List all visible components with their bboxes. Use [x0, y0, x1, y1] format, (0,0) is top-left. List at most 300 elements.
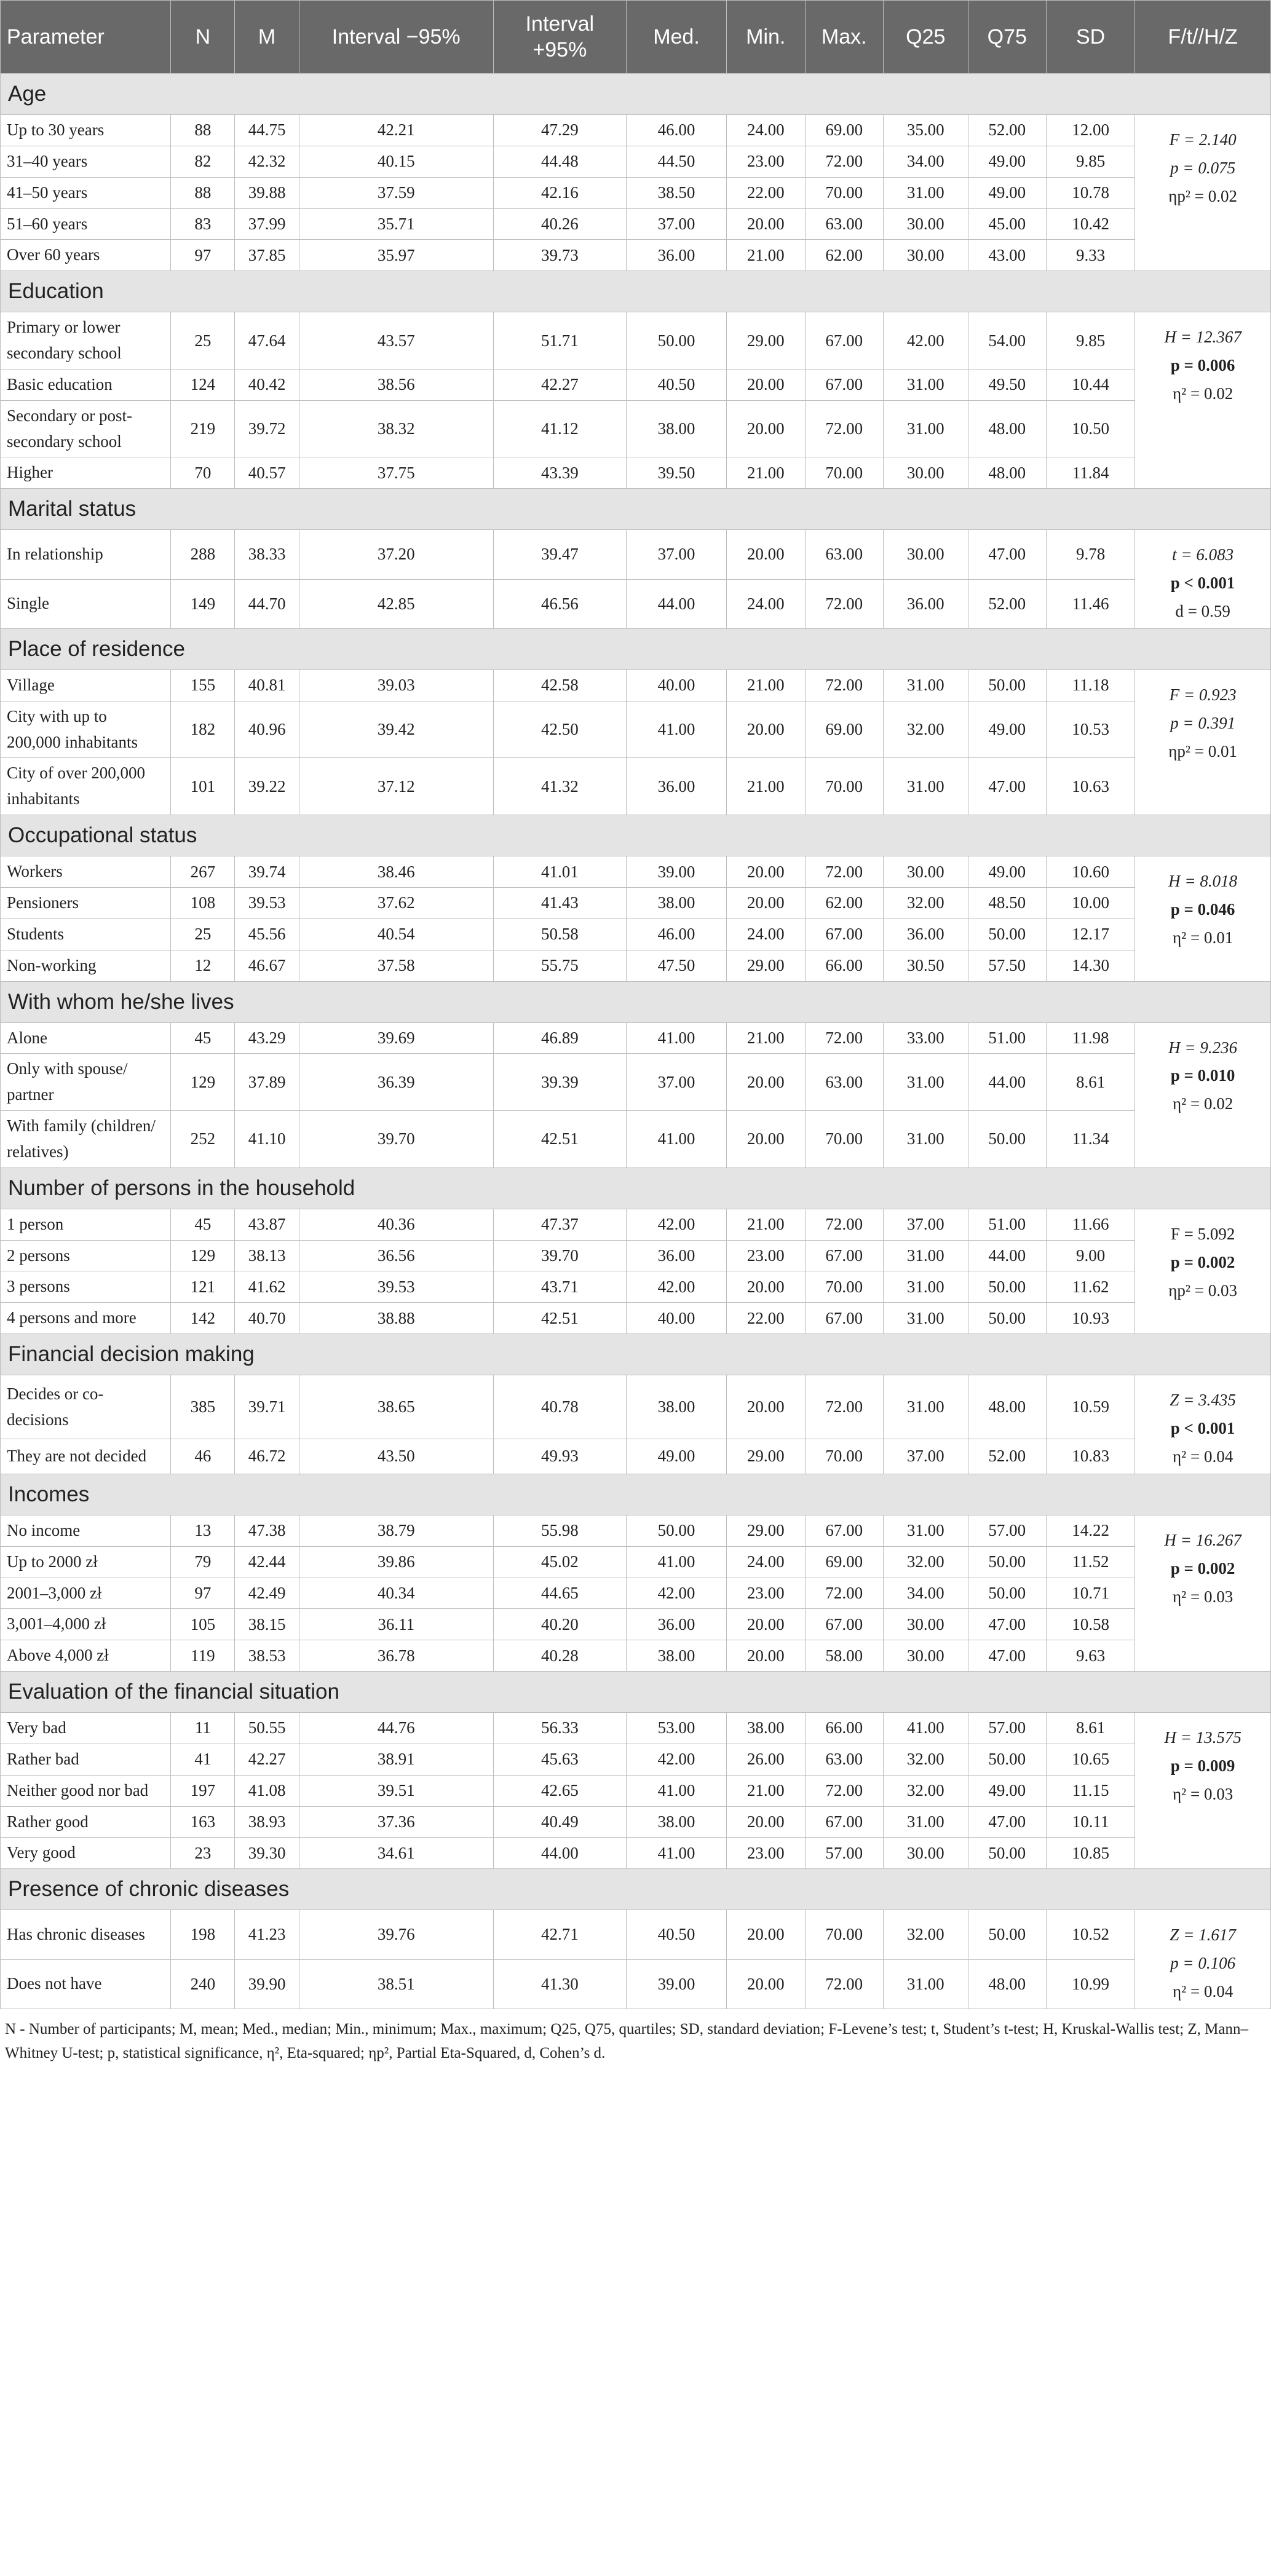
table-cell: 163	[171, 1806, 235, 1838]
table-cell: 38.91	[299, 1744, 493, 1775]
table-cell: 41.23	[235, 1910, 299, 1959]
table-cell: 11.15	[1047, 1775, 1135, 1806]
table-cell: 42.00	[884, 312, 968, 369]
row-label: City of over 200,000 inhabitants	[1, 758, 171, 815]
row-label: Over 60 years	[1, 240, 171, 271]
table-cell: 20.00	[727, 1910, 806, 1959]
table-cell: 72.00	[805, 670, 884, 701]
table-cell: 38.13	[235, 1240, 299, 1271]
table-cell: 47.00	[968, 1609, 1047, 1640]
table-cell: 20.00	[727, 1959, 806, 2009]
row-label: Up to 30 years	[1, 115, 171, 146]
table-cell: 82	[171, 146, 235, 177]
table-cell: 20.00	[727, 400, 806, 457]
table-cell: 72.00	[805, 146, 884, 177]
table-cell: 119	[171, 1640, 235, 1672]
table-cell: 97	[171, 240, 235, 271]
table-cell: 39.69	[299, 1022, 493, 1054]
table-cell: 47.64	[235, 312, 299, 369]
table-cell: 48.00	[968, 1375, 1047, 1439]
table-cell: 24.00	[727, 1546, 806, 1578]
table-cell: 20.00	[727, 530, 806, 579]
table-cell: 45.63	[493, 1744, 626, 1775]
section-title: Occupational status	[1, 815, 1271, 856]
table-cell: 57.00	[968, 1713, 1047, 1744]
table-cell: 38.50	[626, 177, 726, 208]
table-cell: 48.00	[968, 457, 1047, 489]
table-cell: 37.00	[884, 1439, 968, 1474]
table-cell: 10.93	[1047, 1303, 1135, 1334]
section-title: Evaluation of the financial situation	[1, 1672, 1271, 1713]
table-cell: 39.39	[493, 1054, 626, 1111]
table-row	[1, 1640, 1271, 1672]
table-cell: 42.27	[493, 369, 626, 400]
table-cell: 44.00	[968, 1054, 1047, 1111]
section-title: Place of residence	[1, 628, 1271, 670]
table-cell: 20.00	[727, 1054, 806, 1111]
table-cell: 30.00	[884, 1609, 968, 1640]
table-cell: 10.83	[1047, 1439, 1135, 1474]
table-row	[1, 1111, 1271, 1168]
row-label: Has chronic diseases	[1, 1910, 171, 1959]
section-title: Education	[1, 271, 1271, 312]
table-cell: 39.90	[235, 1959, 299, 2009]
table-cell: 38.00	[626, 888, 726, 919]
table-cell: 20.00	[727, 888, 806, 919]
table-cell: 10.85	[1047, 1838, 1135, 1869]
table-cell: 23.00	[727, 1838, 806, 1869]
table-cell: 24.00	[727, 579, 806, 628]
row-label: Higher	[1, 457, 171, 489]
table-cell: 49.50	[968, 369, 1047, 400]
table-cell: 38.00	[626, 400, 726, 457]
table-cell: 252	[171, 1111, 235, 1168]
table-cell: 52.00	[968, 579, 1047, 628]
table-cell: 30.00	[884, 1838, 968, 1869]
table-cell: 88	[171, 177, 235, 208]
table-cell: 41.01	[493, 856, 626, 888]
table-cell: 108	[171, 888, 235, 919]
table-cell: 50.00	[968, 1910, 1047, 1959]
row-label: Rather bad	[1, 1744, 171, 1775]
table-cell: 41.30	[493, 1959, 626, 2009]
table-cell: 40.50	[626, 1910, 726, 1959]
table-cell: 41	[171, 1744, 235, 1775]
table-row	[1, 177, 1271, 208]
table-cell: 50.00	[968, 1744, 1047, 1775]
table-cell: 38.46	[299, 856, 493, 888]
table-cell: 67.00	[805, 312, 884, 369]
test-statistic: p = 0.002	[1170, 1559, 1235, 1578]
table-cell: 36.00	[884, 579, 968, 628]
table-cell: 29.00	[727, 1515, 806, 1546]
table-cell: 67.00	[805, 369, 884, 400]
table-row	[1, 1609, 1271, 1640]
table-row	[1, 1910, 1271, 1959]
row-label: 2 persons	[1, 1240, 171, 1271]
table-cell: 38.00	[727, 1713, 806, 1744]
table-cell: 14.22	[1047, 1515, 1135, 1546]
table-cell: 33.00	[884, 1022, 968, 1054]
table-cell: 38.00	[626, 1806, 726, 1838]
table-cell: 10.00	[1047, 888, 1135, 919]
table-cell: 50.00	[968, 919, 1047, 950]
table-cell: 46.72	[235, 1439, 299, 1474]
table-cell: 197	[171, 1775, 235, 1806]
row-label: 31–40 years	[1, 146, 171, 177]
table-row	[1, 369, 1271, 400]
table-cell: 23.00	[727, 1578, 806, 1609]
table-cell: 10.42	[1047, 208, 1135, 240]
table-cell: 50.00	[968, 1111, 1047, 1168]
table-cell: 42.00	[626, 1209, 726, 1240]
table-cell: 31.00	[884, 1806, 968, 1838]
table-cell: 31.00	[884, 400, 968, 457]
table-row	[1, 400, 1271, 457]
table-cell: 121	[171, 1271, 235, 1303]
table-cell: 36.00	[626, 1240, 726, 1271]
section-title: Number of persons in the household	[1, 1167, 1271, 1209]
table-cell: 39.70	[299, 1111, 493, 1168]
row-label: Village	[1, 670, 171, 701]
table-cell: 11.62	[1047, 1271, 1135, 1303]
table-cell: 39.74	[235, 856, 299, 888]
table-cell: 10.78	[1047, 177, 1135, 208]
row-label: 41–50 years	[1, 177, 171, 208]
table-cell: 48.00	[968, 400, 1047, 457]
section-row	[1, 815, 1271, 856]
table-cell: 37.75	[299, 457, 493, 489]
header-row	[1, 1, 1271, 74]
section-row	[1, 74, 1271, 115]
table-cell: 44.65	[493, 1578, 626, 1609]
table-cell: 39.51	[299, 1775, 493, 1806]
row-label: Does not have	[1, 1959, 171, 2009]
table-cell: 29.00	[727, 1439, 806, 1474]
table-cell: 30.00	[884, 208, 968, 240]
table-cell: 70	[171, 457, 235, 489]
table-cell: 44.00	[626, 579, 726, 628]
table-cell: 39.50	[626, 457, 726, 489]
table-body	[1, 74, 1271, 2009]
table-cell: 11.98	[1047, 1022, 1135, 1054]
table-cell: 41.00	[626, 1546, 726, 1578]
table-cell: 79	[171, 1546, 235, 1578]
table-row	[1, 950, 1271, 981]
table-cell: 12.00	[1047, 115, 1135, 146]
table-cell: 36.00	[626, 240, 726, 271]
table-cell: 46	[171, 1439, 235, 1474]
table-cell: 40.20	[493, 1609, 626, 1640]
table-cell: 10.11	[1047, 1806, 1135, 1838]
table-cell: 43.29	[235, 1022, 299, 1054]
table-cell: 13	[171, 1515, 235, 1546]
table-cell: 72.00	[805, 400, 884, 457]
table-cell: 62.00	[805, 888, 884, 919]
table-cell: 31.00	[884, 1271, 968, 1303]
table-row	[1, 919, 1271, 950]
table-cell: 39.47	[493, 530, 626, 579]
table-cell: 10.59	[1047, 1375, 1135, 1439]
table-cell: 44.00	[968, 1240, 1047, 1271]
test-statistics-cell	[1135, 856, 1271, 981]
table-cell: 36.00	[626, 1609, 726, 1640]
table-cell: 43.50	[299, 1439, 493, 1474]
test-statistic: ηp² = 0.02	[1168, 186, 1237, 205]
table-cell: 11.52	[1047, 1546, 1135, 1578]
table-cell: 10.63	[1047, 758, 1135, 815]
table-cell: 39.00	[626, 856, 726, 888]
row-label: Very good	[1, 1838, 171, 1869]
table-cell: 45	[171, 1022, 235, 1054]
section-row	[1, 1869, 1271, 1910]
table-cell: 47.29	[493, 115, 626, 146]
table-cell: 48.50	[968, 888, 1047, 919]
test-statistic: p = 0.075	[1170, 158, 1236, 177]
table-row	[1, 1375, 1271, 1439]
table-row	[1, 856, 1271, 888]
table-cell: 38.33	[235, 530, 299, 579]
table-cell: 56.33	[493, 1713, 626, 1744]
table-cell: 45	[171, 1209, 235, 1240]
table-cell: 37.00	[626, 530, 726, 579]
row-label: Basic education	[1, 369, 171, 400]
table-cell: 31.00	[884, 1375, 968, 1439]
table-cell: 42.00	[626, 1271, 726, 1303]
table-cell: 385	[171, 1375, 235, 1439]
table-cell: 38.65	[299, 1375, 493, 1439]
table-cell: 39.00	[626, 1959, 726, 2009]
table-cell: 10.44	[1047, 369, 1135, 400]
table-row	[1, 240, 1271, 271]
table-cell: 39.71	[235, 1375, 299, 1439]
test-statistic: η² = 0.03	[1173, 1587, 1233, 1606]
table-cell: 49.00	[968, 146, 1047, 177]
section-title: Presence of chronic diseases	[1, 1869, 1271, 1910]
table-cell: 42.51	[493, 1111, 626, 1168]
table-cell: 62.00	[805, 240, 884, 271]
row-label: With family (children/ relatives)	[1, 1111, 171, 1168]
table-cell: 45.56	[235, 919, 299, 950]
table-cell: 72.00	[805, 1022, 884, 1054]
table-cell: 38.53	[235, 1640, 299, 1672]
table-cell: 12.17	[1047, 919, 1135, 950]
table-cell: 31.00	[884, 1111, 968, 1168]
table-cell: 34.00	[884, 1578, 968, 1609]
table-cell: 42.85	[299, 579, 493, 628]
table-cell: 36.56	[299, 1240, 493, 1271]
table-cell: 57.00	[968, 1515, 1047, 1546]
table-cell: 47.38	[235, 1515, 299, 1546]
test-statistic: p < 0.001	[1170, 574, 1235, 593]
table-cell: 48.00	[968, 1959, 1047, 2009]
table-cell: 38.00	[626, 1375, 726, 1439]
table-row	[1, 1806, 1271, 1838]
column-header: Q25	[884, 1, 968, 74]
test-statistic: d = 0.59	[1175, 602, 1230, 621]
table-cell: 23.00	[727, 1240, 806, 1271]
table-row	[1, 1271, 1271, 1303]
table-row	[1, 312, 1271, 369]
table-cell: 30.00	[884, 1640, 968, 1672]
table-cell: 50.00	[968, 670, 1047, 701]
column-header: Med.	[626, 1, 726, 74]
table-row	[1, 1775, 1271, 1806]
table-cell: 37.85	[235, 240, 299, 271]
table-cell: 44.48	[493, 146, 626, 177]
test-statistic: η² = 0.01	[1173, 928, 1233, 947]
table-cell: 41.00	[626, 1111, 726, 1168]
table-cell: 36.78	[299, 1640, 493, 1672]
test-statistic: Z = 3.435	[1170, 1391, 1236, 1410]
table-cell: 39.72	[235, 400, 299, 457]
table-cell: 39.73	[493, 240, 626, 271]
table-cell: 50.55	[235, 1713, 299, 1744]
section-row	[1, 1167, 1271, 1209]
table-cell: 105	[171, 1609, 235, 1640]
test-statistic: ηp² = 0.03	[1168, 1281, 1237, 1300]
table-cell: 46.00	[626, 919, 726, 950]
table-cell: 14.30	[1047, 950, 1135, 981]
table-cell: 45.02	[493, 1546, 626, 1578]
test-statistics-cell	[1135, 312, 1271, 489]
table-cell: 49.00	[626, 1439, 726, 1474]
table-cell: 67.00	[805, 1515, 884, 1546]
table-cell: 124	[171, 369, 235, 400]
table-cell: 66.00	[805, 1713, 884, 1744]
table-cell: 20.00	[727, 1806, 806, 1838]
table-cell: 36.00	[626, 758, 726, 815]
table-cell: 63.00	[805, 1744, 884, 1775]
row-label: 3 persons	[1, 1271, 171, 1303]
table-cell: 9.00	[1047, 1240, 1135, 1271]
table-cell: 42.65	[493, 1775, 626, 1806]
table-cell: 72.00	[805, 1578, 884, 1609]
table-cell: 10.53	[1047, 701, 1135, 758]
test-statistic: p = 0.006	[1170, 356, 1235, 375]
row-label: Workers	[1, 856, 171, 888]
table-cell: 41.00	[626, 1022, 726, 1054]
table-cell: 38.00	[626, 1640, 726, 1672]
section-title: Financial decision making	[1, 1334, 1271, 1375]
table-cell: 70.00	[805, 457, 884, 489]
table-cell: 58.00	[805, 1640, 884, 1672]
table-cell: 22.00	[727, 1303, 806, 1334]
table-cell: 47.00	[968, 1806, 1047, 1838]
test-statistic: p = 0.002	[1170, 1252, 1235, 1271]
table-cell: 41.62	[235, 1271, 299, 1303]
test-statistic: H = 9.236	[1168, 1038, 1238, 1057]
table-cell: 40.70	[235, 1303, 299, 1334]
column-header: Interval +95%	[493, 1, 626, 74]
row-label: Non-working	[1, 950, 171, 981]
table-cell: 39.22	[235, 758, 299, 815]
table-cell: 49.00	[968, 856, 1047, 888]
table-cell: 24.00	[727, 115, 806, 146]
table-cell: 42.16	[493, 177, 626, 208]
table-cell: 42.50	[493, 701, 626, 758]
table-cell: 97	[171, 1578, 235, 1609]
table-cell: 31.00	[884, 758, 968, 815]
table-cell: 10.99	[1047, 1959, 1135, 2009]
table-cell: 42.27	[235, 1744, 299, 1775]
table-cell: 37.00	[626, 208, 726, 240]
table-cell: 37.20	[299, 530, 493, 579]
table-cell: 31.00	[884, 1303, 968, 1334]
table-row	[1, 758, 1271, 815]
table-cell: 10.65	[1047, 1744, 1135, 1775]
table-cell: 21.00	[727, 1022, 806, 1054]
table-cell: 51.71	[493, 312, 626, 369]
row-label: Students	[1, 919, 171, 950]
table-cell: 219	[171, 400, 235, 457]
table-cell: 67.00	[805, 1240, 884, 1271]
table-row	[1, 1959, 1271, 2009]
table-cell: 31.00	[884, 1054, 968, 1111]
section-row	[1, 271, 1271, 312]
table-cell: 50.00	[626, 1515, 726, 1546]
table-cell: 32.00	[884, 1744, 968, 1775]
table-cell: 41.08	[235, 1775, 299, 1806]
table-cell: 29.00	[727, 950, 806, 981]
test-statistic: H = 8.018	[1168, 872, 1238, 891]
table-cell: 40.49	[493, 1806, 626, 1838]
table-cell: 47.50	[626, 950, 726, 981]
table-cell: 8.61	[1047, 1713, 1135, 1744]
table-cell: 42.71	[493, 1910, 626, 1959]
table-cell: 9.63	[1047, 1640, 1135, 1672]
table-row	[1, 1744, 1271, 1775]
table-cell: 37.00	[884, 1209, 968, 1240]
test-statistic: η² = 0.02	[1173, 1094, 1233, 1113]
table-cell: 41.00	[626, 701, 726, 758]
table-cell: 42.21	[299, 115, 493, 146]
table-cell: 39.03	[299, 670, 493, 701]
table-cell: 42.00	[626, 1578, 726, 1609]
row-label: 4 persons and more	[1, 1303, 171, 1334]
table-cell: 42.00	[626, 1744, 726, 1775]
test-statistics-cell	[1135, 1375, 1271, 1474]
table-cell: 31.00	[884, 1959, 968, 2009]
test-statistics-cell	[1135, 1022, 1271, 1167]
column-header: Interval −95%	[299, 1, 493, 74]
table-row	[1, 701, 1271, 758]
table-row	[1, 457, 1271, 489]
table-row	[1, 530, 1271, 579]
table-cell: 11.46	[1047, 579, 1135, 628]
table-row	[1, 888, 1271, 919]
section-title: Marital status	[1, 489, 1271, 530]
row-label: 1 person	[1, 1209, 171, 1240]
table-cell: 21.00	[727, 457, 806, 489]
table-cell: 20.00	[727, 1640, 806, 1672]
table-cell: 36.00	[884, 919, 968, 950]
table-cell: 21.00	[727, 1775, 806, 1806]
table-row	[1, 1838, 1271, 1869]
table-cell: 31.00	[884, 177, 968, 208]
test-statistics-cell	[1135, 530, 1271, 629]
test-statistic: p = 0.391	[1170, 713, 1236, 732]
column-header: Q75	[968, 1, 1047, 74]
table-cell: 42.49	[235, 1578, 299, 1609]
table-cell: 21.00	[727, 758, 806, 815]
table-cell: 49.00	[968, 177, 1047, 208]
table-cell: 37.89	[235, 1054, 299, 1111]
table-cell: 21.00	[727, 240, 806, 271]
column-header: M	[235, 1, 299, 74]
table-cell: 63.00	[805, 1054, 884, 1111]
table-cell: 43.71	[493, 1271, 626, 1303]
